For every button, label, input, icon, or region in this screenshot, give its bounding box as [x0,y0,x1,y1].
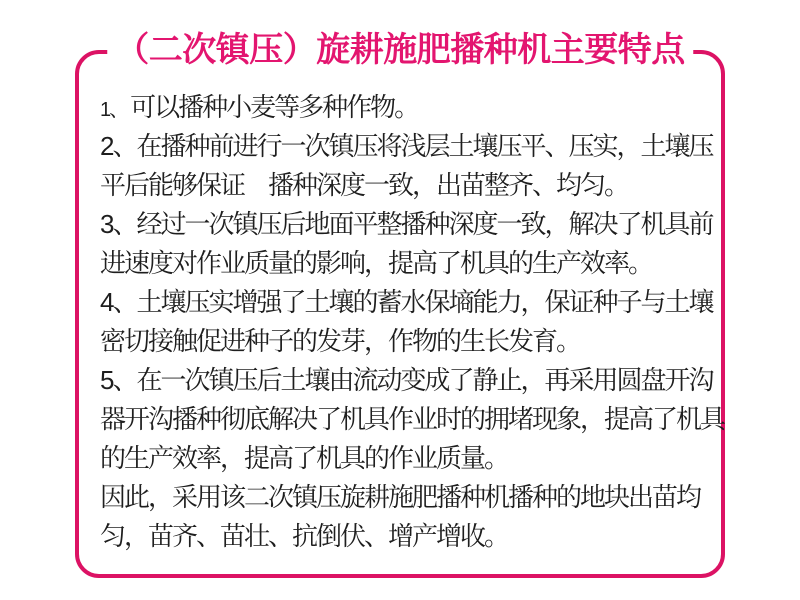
text-line: 因此，采用该二次镇压旋耕施肥播种机播种的地块出苗均 [100,482,701,512]
list-item-1-text: 可以播种小麦等多种作物。 [130,92,419,122]
text-line: 2、在播种前进行一次镇压将浅层土壤压平、压实，土壤压 [100,131,713,161]
page-title: （二次镇压）旋耕施肥播种机主要特点 [107,31,693,71]
text-line: 5、在一次镇压后土壤由流动变成了静止，再采用圆盘开沟 [100,365,713,395]
text-line: 密切接触促进种子的发芽，作物的生长发育。 [100,326,581,356]
text-line: 4、土壤压实增强了土壤的蓄水保墒能力，保证种子与土壤 [100,287,713,317]
text-line: 3、经过一次镇压后地面平整播种深度一致，解决了机具前 [100,209,713,239]
list-item-1 [100,88,720,127]
text-line: 进速度对作业质量的影响，提高了机具的生产效率。 [100,248,653,278]
text-line: 平后能够保证 播种深度一致，出苗整齐、均匀。 [100,170,629,200]
text-line: 器开沟播种彻底解决了机具作业时的拥堵现象，提高了机具 [100,404,725,434]
text-line: 匀，苗齐、苗壮、抗倒伏、增产增收。 [100,521,509,551]
body-text [100,88,725,556]
text-line: 的生产效率，提高了机具的作业质量。 [100,443,509,473]
list-item-1-number: 1、 [100,99,128,121]
